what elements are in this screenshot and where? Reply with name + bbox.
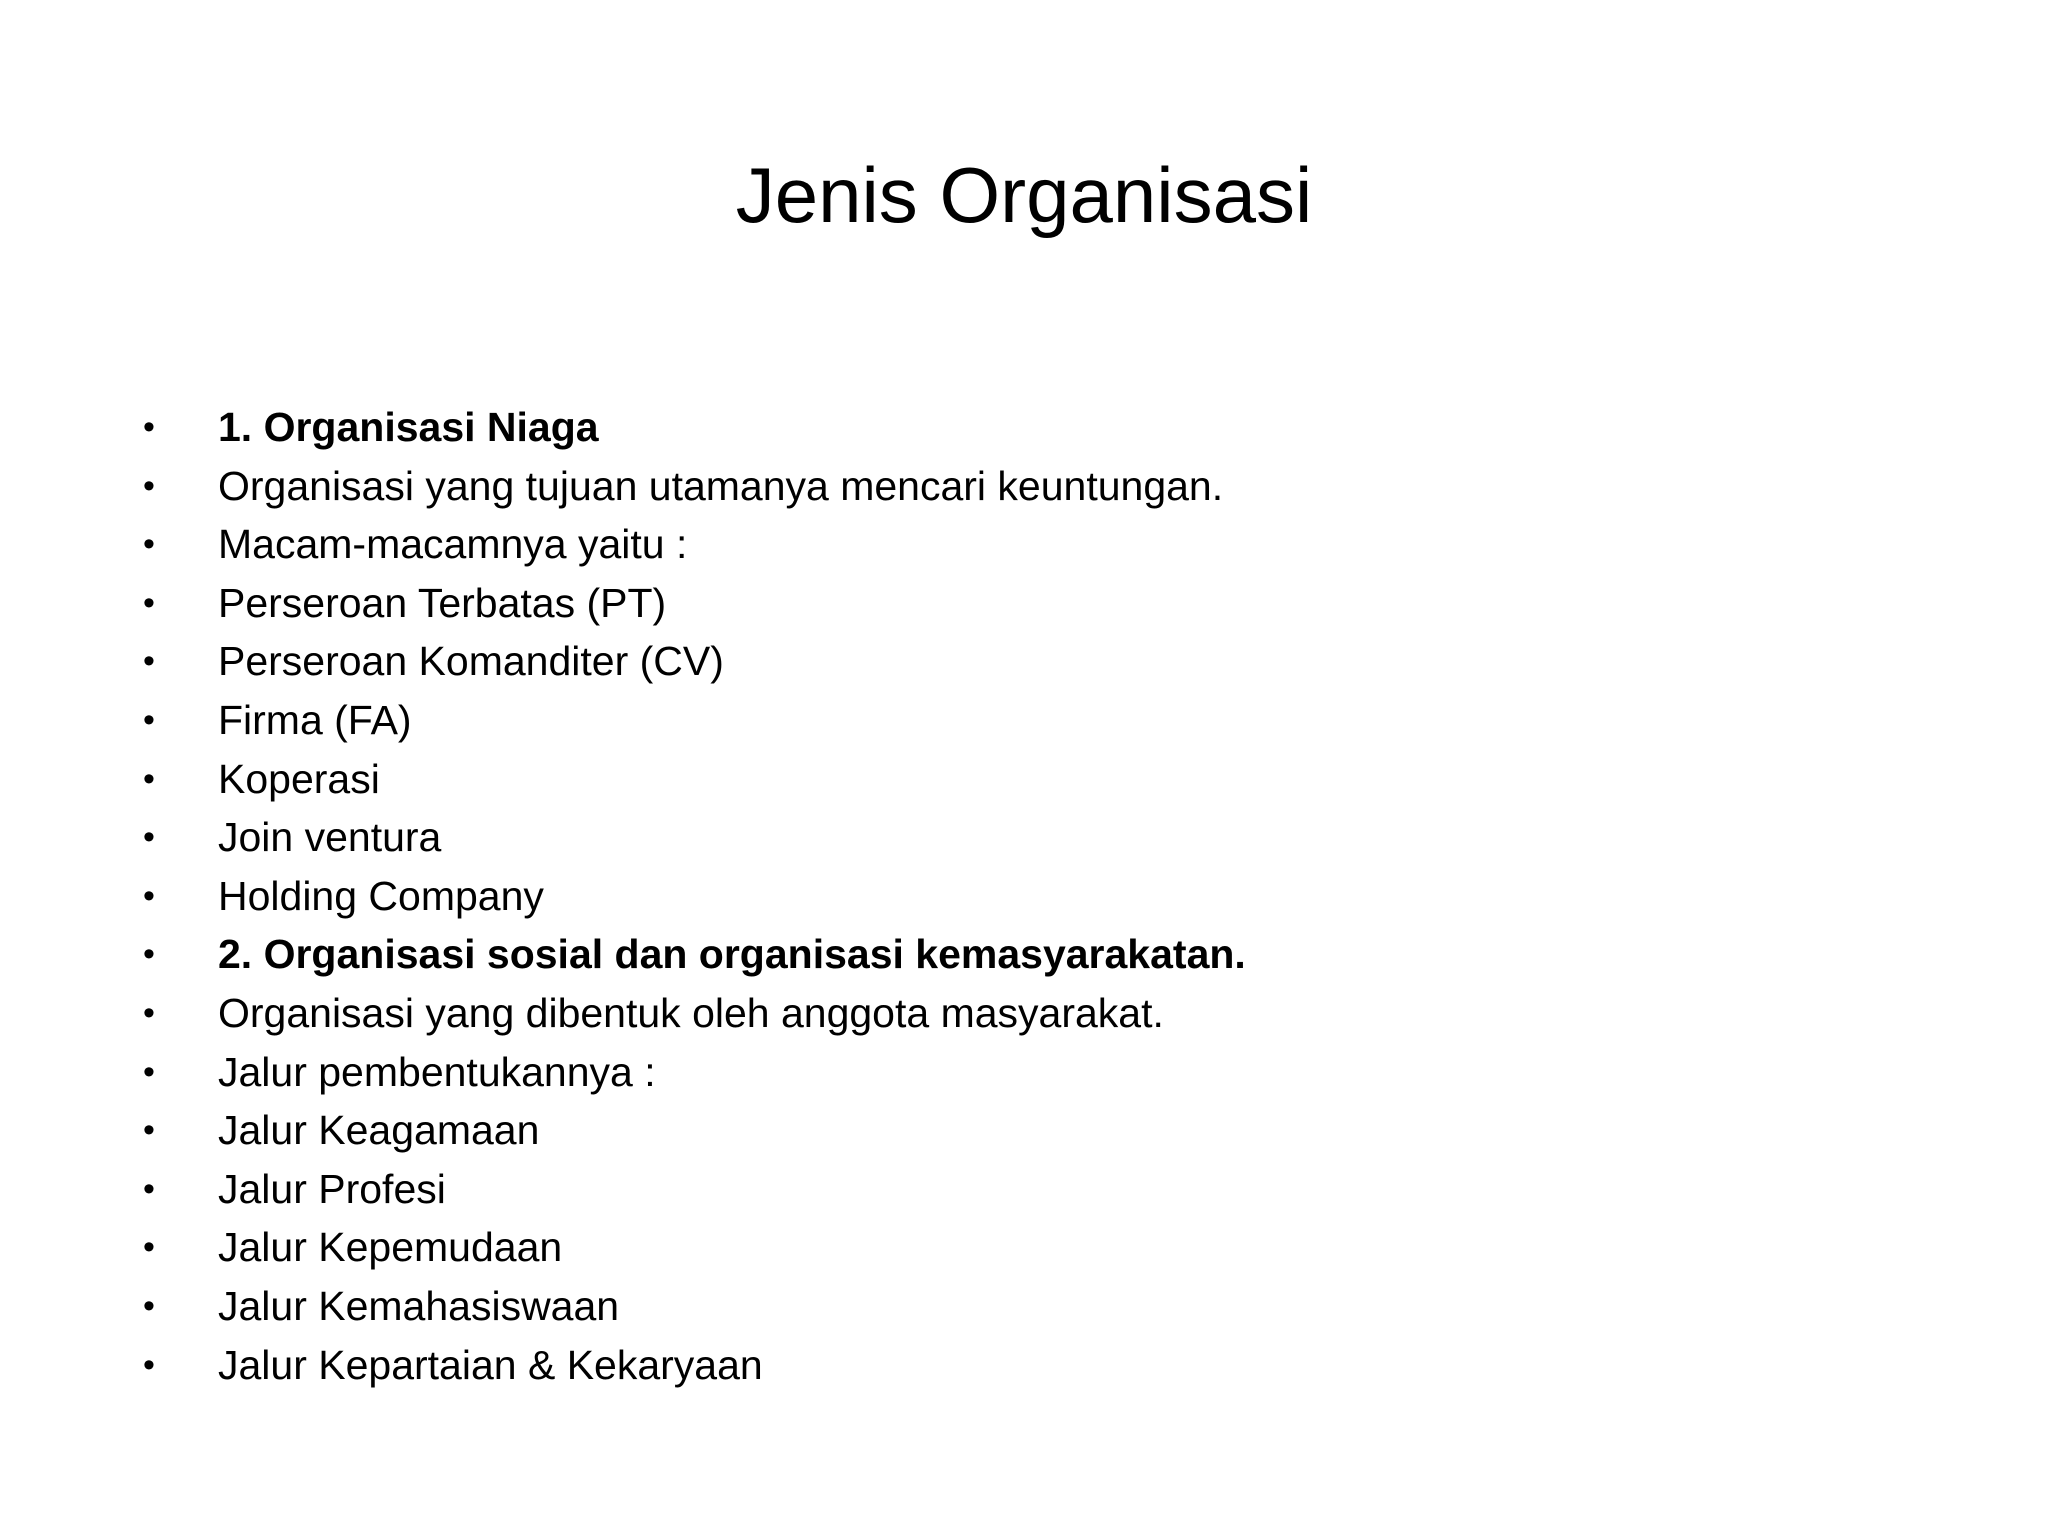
- list-item: [140, 1277, 1940, 1336]
- bullet-icon: •: [143, 876, 155, 915]
- bullet-icon: •: [143, 700, 155, 739]
- list-item: [140, 632, 1940, 691]
- bullet-icon: •: [143, 993, 155, 1032]
- slide-title: Jenis Organisasi: [735, 151, 1313, 239]
- list-item-text: Jalur Kemahasiswaan: [218, 1282, 620, 1329]
- list-item: [140, 398, 1940, 457]
- list-item-text: Perseroan Komanditer (CV): [218, 638, 724, 685]
- bullet-icon: •: [143, 1286, 155, 1325]
- list-item: [140, 750, 1940, 809]
- list-item: [140, 515, 1940, 574]
- list-item: [140, 574, 1940, 633]
- list-item-text: Organisasi yang tujuan utamanya mencari keuntungan.: [218, 462, 1224, 509]
- list-item: [140, 1218, 1940, 1277]
- bullet-icon: •: [143, 1345, 155, 1384]
- list-item-text: Jalur Kepemudaan: [218, 1224, 563, 1271]
- list-item-text: Jalur Profesi: [218, 1165, 446, 1212]
- list-item: [140, 1101, 1940, 1160]
- list-item: [140, 1043, 1940, 1102]
- list-item-text: Macam-macamnya yaitu :: [218, 521, 688, 568]
- list-item-text: Perseroan Terbatas (PT): [218, 579, 667, 626]
- bullet-icon: •: [143, 759, 155, 798]
- list-item: [140, 984, 1940, 1043]
- list-item-text: Koperasi: [218, 755, 380, 802]
- list-item-text: 1. Organisasi Niaga: [218, 404, 599, 450]
- bullet-icon: •: [143, 466, 155, 505]
- list-item: [140, 925, 1940, 984]
- bullet-icon: •: [143, 1228, 155, 1267]
- bullet-icon: •: [143, 525, 155, 564]
- list-item-text: Organisasi yang dibentuk oleh anggota masyarakat.: [218, 989, 1164, 1036]
- list-item: [140, 808, 1940, 867]
- list-item: [140, 1160, 1940, 1219]
- list-item: [140, 867, 1940, 926]
- list-item: [140, 457, 1940, 516]
- list-item-text: Holding Company: [218, 872, 544, 919]
- bullet-icon: •: [143, 1052, 155, 1091]
- bullet-icon: •: [143, 408, 155, 446]
- bullet-icon: •: [143, 1111, 155, 1150]
- list-item-text: Jalur Kepartaian & Kekaryaan: [218, 1341, 763, 1388]
- bullet-icon: •: [143, 1169, 155, 1208]
- bullet-icon: •: [143, 642, 155, 681]
- list-item-text: 2. Organisasi sosial dan organisasi kemasyarakatan.: [218, 931, 1246, 978]
- list-item-text: Jalur Keagamaan: [218, 1107, 540, 1154]
- list-item-text: Join ventura: [218, 814, 442, 861]
- bullet-icon: •: [143, 583, 155, 622]
- list-item: [140, 1336, 1940, 1395]
- bullet-icon: •: [143, 935, 155, 974]
- bullet-icon: •: [143, 818, 155, 857]
- list-item: [140, 691, 1940, 750]
- list-item-text: Firma (FA): [218, 696, 412, 743]
- list-item-text: Jalur pembentukannya :: [218, 1048, 656, 1095]
- bullet-list: [140, 398, 1940, 1394]
